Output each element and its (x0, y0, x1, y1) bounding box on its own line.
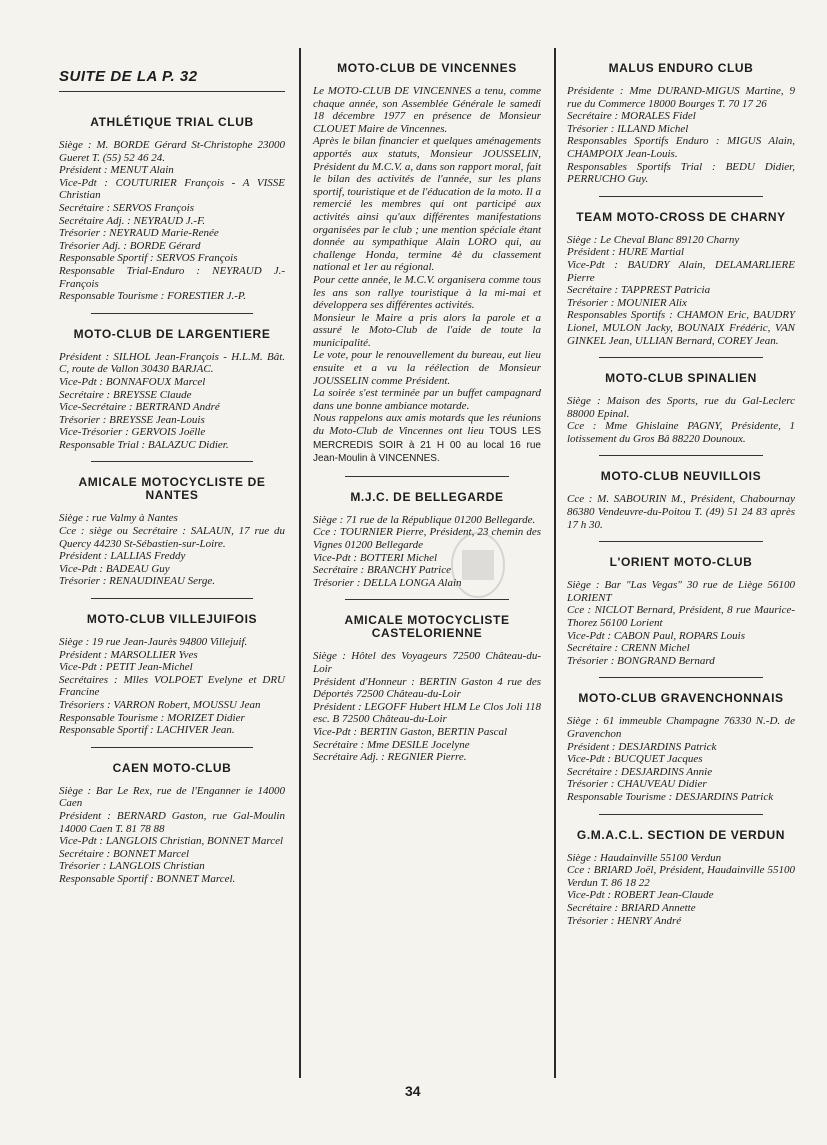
continuation-heading: SUITE DE LA P. 32 (59, 68, 285, 92)
detail-line: Vice-Trésorier : GERVOIS Joëlle (59, 426, 206, 439)
club-section (567, 62, 795, 186)
detail-line: Trésorier : RENAUDINEAU Serge. (59, 575, 216, 588)
club-title: CAEN MOTO-CLUB (112, 760, 232, 775)
detail-line: Secrétaire : BONNET Marcel (59, 847, 190, 860)
club-details (567, 493, 795, 531)
club-section (567, 692, 795, 803)
detail-line: Vice-Pdt : COUTURIER François - A VISSE Christian (59, 176, 285, 202)
club-title: MOTO-CLUB VILLEJUIFOIS (86, 612, 258, 627)
detail-line: Responsable Tourisme : FORESTIER J.-P. (59, 290, 246, 303)
article-paragraph: Monsieur le Maire a pris alors la parole et a assuré le Moto-Club de l'aide de toute la municipalité. (313, 311, 541, 349)
column-left (59, 62, 285, 886)
detail-line: Vice-Pdt : BADEAU Guy (59, 562, 170, 575)
detail-line: Vice-Pdt : BUCQUET Jacques (567, 753, 703, 766)
detail-line: Vice-Pdt : BOTTERI Michel (313, 551, 438, 564)
club-section (59, 328, 285, 452)
detail-line: Vice-Secrétaire : BERTRAND André (59, 401, 220, 414)
club-title: AMICALE MOTOCYCLISTE CASTELORIENNE (344, 613, 510, 641)
detail-line: Vice-Pdt : BERTIN Gaston, BERTIN Pascal (313, 725, 508, 738)
detail-line: Trésorier : HENRY André (567, 914, 682, 927)
detail-line: Responsable Tourisme : DESJARDINS Patrick (567, 790, 774, 803)
detail-line: Vice-Pdt : BAUDRY Alain, DELAMARLIERE Pierre (567, 258, 795, 284)
club-title: G.M.A.C.L. SECTION DE VERDUN (576, 827, 786, 842)
detail-line: Trésorier : DELLA LONGA Alain (313, 576, 462, 589)
article-paragraph-meetings (313, 412, 541, 465)
article-body (313, 85, 541, 412)
club-title: ATHLÉTIQUE TRIAL CLUB (90, 115, 254, 129)
club-details (567, 852, 795, 928)
club-section (567, 829, 795, 928)
article-paragraph: Le vote, pour le renouvellement du bureau, eut lieu ensuite et a vu la réélection de Monsieur JOUSSELIN comme Président. (313, 349, 541, 387)
section-divider (91, 598, 254, 599)
club-title: M.J.C. DE BELLEGARDE (350, 489, 504, 504)
detail-line: Trésorier : ILLAND Michel (567, 122, 689, 135)
club-section (59, 476, 285, 588)
detail-line: Siège : 61 immeuble Champagne 76330 N.-D. de Gravenchon (567, 715, 795, 740)
detail-line: Secrétaire : SERVOS François (59, 201, 195, 214)
article-paragraph: Après le bilan financier et quelques aménagements apportés aux statuts, Monsieur JOUSSELIN, Président du M.C.V. a, dans son rapport moral, fait le bilan des activités de l'année, sur les plans sportif, touristique et de l'éducation de la moto. Il a remercié les membres qui ont participé aux activités ainsi qu'aux différentes manifestations organisées par le club ; une mention spéciale étant donnée au sympathique Alain LORO qui, au challenge Honda, termine 4è du classement national et 1er au régional. (313, 135, 541, 274)
detail-line: Présidente : Mme DURAND-MIGUS Martine, 9 rue du Commerce 18000 Bourges T. 70 17 26 (567, 85, 795, 110)
article-paragraph: La soirée s'est terminée par un buffet campagnard dans une bonne ambiance motarde. (313, 387, 541, 412)
detail-line: Président : HURE Martial (567, 246, 685, 259)
meeting-text: Nous rappelons aux amis motards que les réunions du Moto-Club de Vincennes ont lieu (313, 412, 541, 438)
club-section (567, 470, 795, 531)
club-details (59, 512, 285, 588)
detail-line: Cce : Mme Ghislaine PAGNY, Présidente, 1 lotissement du Gros Bâ 88220 Dounoux. (567, 420, 795, 445)
detail-line: Président : BERNARD Gaston, rue Gal-Moulin 14000 Caen T. 81 78 88 (59, 809, 285, 835)
club-title: MOTO-CLUB SPINALIEN (605, 371, 757, 386)
club-section (567, 372, 795, 445)
meeting-schedule: TOUS LES MERCREDIS SOIR à 21 H 00 au local 16 rue Jean-Moulin à VINCENNES. (313, 426, 541, 465)
detail-line: Trésorier : BREYSSE Jean-Louis (59, 413, 205, 426)
club-section (567, 211, 795, 347)
club-title: TEAM MOTO-CROSS DE CHARNY (576, 209, 786, 224)
detail-line: Président : SILHOL Jean-François - H.L.M. Bât. C, route de Vallon 30430 BARJAC. (59, 350, 285, 376)
club-details (567, 715, 795, 803)
section-divider (91, 747, 254, 748)
detail-line: Vice-Pdt : BONNAFOUX Marcel (59, 375, 206, 388)
detail-line: Secrétaire : DESJARDINS Annie (567, 765, 713, 778)
detail-line: Cce : NICLOT Bernard, Président, 8 rue Maurice-Thorez 56100 Lorient (567, 604, 795, 630)
club-section (59, 116, 285, 303)
section-divider (599, 357, 763, 358)
club-section-vincennes (313, 62, 541, 466)
detail-line: Siège : 71 rue de la République 01200 Bellegarde. (313, 513, 536, 526)
detail-line: Responsable Trial : BALAZUC Didier. (59, 438, 229, 451)
detail-line: Siège : Hôtel des Voyageurs 72500 Château-du-Loir (313, 650, 541, 675)
detail-line: Président : DESJARDINS Patrick (567, 740, 717, 753)
detail-line: Secrétaire Adj. : NEYRAUD J.-F. (59, 214, 206, 227)
detail-line: Secrétaire : Mme DESILE Jocelyne (313, 738, 470, 751)
detail-line: Vice-Pdt : ROBERT Jean-Claude (567, 889, 714, 902)
club-section (313, 614, 541, 763)
club-details (567, 579, 795, 667)
detail-line: Responsable Sportif : LACHIVER Jean. (59, 724, 235, 737)
club-details (313, 650, 541, 763)
detail-line: Responsable Sportif : SERVOS François (59, 252, 238, 265)
club-section (59, 613, 285, 737)
detail-line: Secrétaire : MORALES Fidel (567, 110, 696, 123)
column-divider (554, 48, 556, 1078)
detail-line: Président d'Honneur : BERTIN Gaston 4 rue des Déportés 72500 Château-du-Loir (313, 675, 541, 701)
detail-line: Secrétaire : BRIARD Annette (567, 901, 696, 914)
detail-line: Siège : Le Cheval Blanc 89120 Charny (567, 233, 740, 246)
column-right (567, 62, 795, 927)
club-details (59, 139, 285, 303)
detail-line: Siège : 19 rue Jean-Jaurès 94800 Villejuif. (59, 636, 248, 649)
detail-line: Président : MENUT Alain (59, 164, 174, 177)
detail-line: Secrétaire : TAPPREST Patricia (567, 284, 711, 297)
article-paragraph: Le MOTO-CLUB DE VINCENNES a tenu, comme chaque année, son Assemblée Générale le samedi 18 décembre 1977 en présence de Monsieur CLOUET Maire de Vincennes. (313, 85, 541, 135)
watermark-stamp (448, 530, 508, 600)
club-title: AMICALE MOTOCYCLISTE DE NANTES (78, 475, 266, 503)
detail-line: Trésorier : MOUNIER Alix (567, 296, 687, 309)
section-divider (91, 461, 254, 462)
club-title: MOTO-CLUB GRAVENCHONNAIS (578, 691, 784, 706)
section-divider (91, 313, 254, 314)
detail-line: Secrétaires : Mlles VOLPOET Evelyne et DRU Francine (59, 673, 285, 699)
page-number: 34 (405, 1083, 421, 1099)
detail-line: Responsable Sportif : BONNET Marcel. (59, 872, 236, 885)
club-details (59, 636, 285, 737)
detail-line: Vice-Pdt : LANGLOIS Christian, BONNET Marcel (59, 835, 284, 848)
detail-line: Trésorier : BONGRAND Bernard (567, 654, 715, 667)
detail-line: Cce : M. SABOURIN M., Président, Chabournay 86380 Vendeuvre-du-Poitou T. (49) 51 24 83 après 17 h 30. (567, 493, 795, 531)
detail-line: Cce : BRIARD Joël, Président, Haudainville 55100 Verdun T. 86 18 22 (567, 864, 795, 889)
club-title: MOTO-CLUB DE LARGENTIERE (73, 326, 271, 341)
detail-line: Président : LALLIAS Freddy (59, 550, 186, 563)
detail-line: Siège : Bar "Las Vegas" 30 rue de Liège 56100 LORIENT (567, 579, 795, 604)
club-section (59, 762, 285, 886)
section-divider (599, 677, 763, 678)
detail-line: Secrétaire : BRANCHY Patrice (313, 564, 451, 577)
detail-line: Vice-Pdt : CABON Paul, ROPARS Louis (567, 629, 746, 642)
club-details (59, 785, 285, 886)
club-details (567, 395, 795, 445)
detail-line: Trésorier : CHAUVEAU Didier (567, 778, 707, 791)
detail-line: Responsable Trial-Enduro : NEYRAUD J.-François (59, 264, 285, 290)
detail-line: Secrétaire Adj. : REGNIER Pierre. (313, 751, 467, 764)
detail-line: Secrétaire : CRENN Michel (567, 642, 690, 655)
club-details (59, 351, 285, 452)
detail-line: Siège : Bar Le Rex, rue de l'Enganner ie 14000 Caen (59, 784, 285, 810)
club-section (567, 556, 795, 667)
section-divider (599, 541, 763, 542)
club-title: MOTO-CLUB DE VINCENNES (337, 61, 517, 75)
column-middle (313, 62, 541, 764)
detail-line: Cce : TOURNIER Pierre, Président, 23 chemin des Vignes 01200 Bellegarde (313, 526, 541, 551)
detail-line: Cce : siège ou Secrétaire : SALAUN, 17 rue du Quercy 44230 St-Sébastien-sur-Loire. (59, 525, 285, 550)
detail-line: Trésoriers : VARRON Robert, MOUSSU Jean (59, 699, 261, 711)
detail-line: Siège : Maison des Sports, rue du Gal-Leclerc 88000 Epinal. (567, 395, 795, 420)
section-divider (599, 814, 763, 815)
column-divider (299, 48, 301, 1078)
club-list-left (59, 116, 285, 886)
detail-line: Responsables Sportifs Trial : BEDU Didier, PERRUCHO Guy. (567, 160, 795, 186)
club-title: L'ORIENT MOTO-CLUB (609, 555, 753, 570)
section-divider (599, 455, 763, 456)
detail-line: Vice-Pdt : PETIT Jean-Michel (59, 661, 193, 674)
detail-line: Siège : rue Valmy à Nantes (59, 512, 178, 525)
detail-line: Secrétaire : BREYSSE Claude (59, 388, 192, 401)
section-divider (345, 476, 509, 477)
club-title: MALUS ENDURO CLUB (608, 61, 754, 75)
club-details (567, 234, 795, 347)
section-divider (599, 196, 763, 197)
detail-line: Responsables Sportifs : CHAMON Eric, BAUDRY Lionel, MULON Jacky, BOUNAIX Frédéric, VAN GINKEL Jean, ULLIAN Bernard, COREY Jean. (567, 309, 795, 347)
detail-line: Responsable Tourisme : MORIZET Didier (59, 711, 245, 724)
club-list-right (567, 62, 795, 927)
detail-line: Trésorier : LANGLOIS Christian (59, 860, 205, 873)
detail-line: Siège : M. BORDE Gérard St-Christophe 23000 Gueret T. (55) 52 46 24. (59, 139, 285, 164)
club-title: MOTO-CLUB NEUVILLOIS (600, 469, 762, 484)
detail-line: Président : MARSOLLIER Yves (59, 648, 198, 661)
detail-line: Trésorier : NEYRAUD Marie-Renée (59, 227, 219, 240)
club-details (567, 85, 795, 186)
detail-line: Président : LEGOFF Hubert HLM Le Clos Joli 118 esc. B 72500 Château-du-Loir (313, 700, 541, 726)
detail-line: Siège : Haudainville 55100 Verdun (567, 851, 722, 864)
detail-line: Responsables Sportifs Enduro : MIGUS Alain, CHAMPOIX Jean-Louis. (567, 135, 795, 160)
article-paragraph: Pour cette année, le M.C.V. organisera comme tous les ans son rallye touristique à la mi-mai et développera ses différentes activités. (313, 273, 541, 312)
detail-line: Trésorier Adj. : BORDE Gérard (59, 239, 201, 252)
